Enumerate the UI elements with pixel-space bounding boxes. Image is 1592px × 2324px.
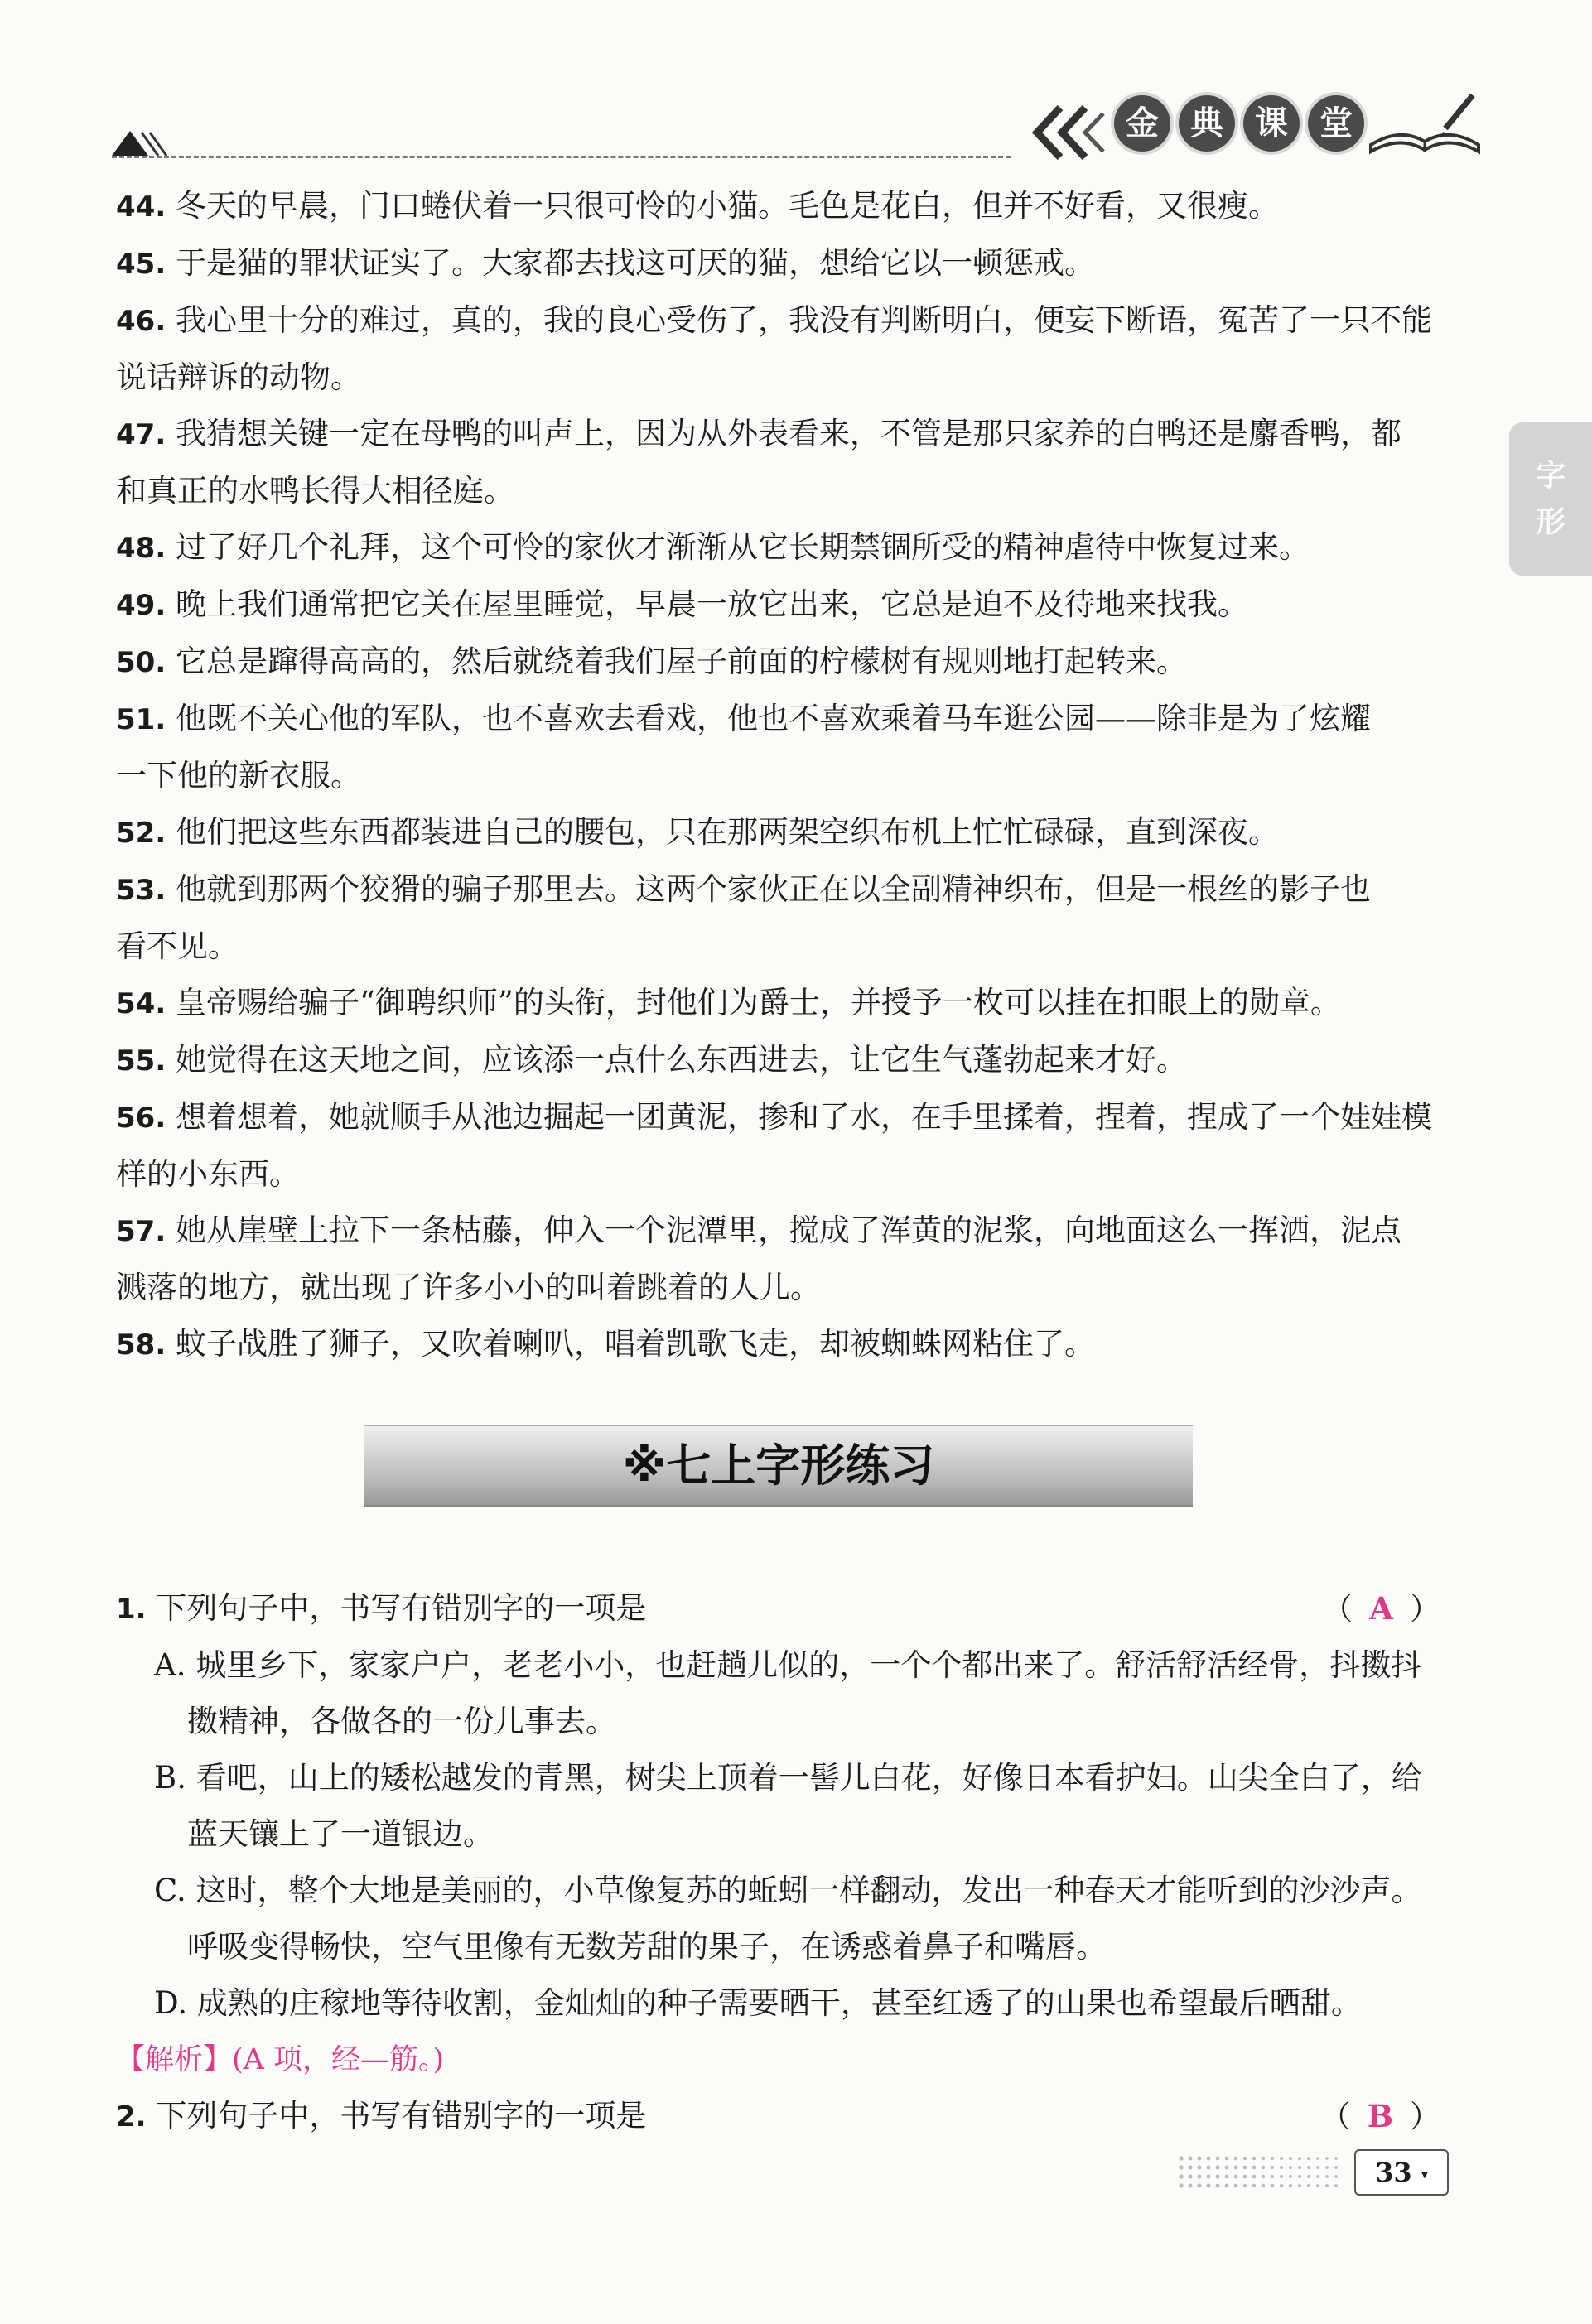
sentence-continuation: 和真正的水鸭长得大相径庭。	[116, 473, 514, 509]
header-divider	[112, 156, 1011, 158]
sentence-item: 58. 蚊子战胜了狮子，又吹着喇叭，唱着凯歌飞走，却被蜘蛛网粘住了。	[116, 1326, 1095, 1362]
sentence-continuation: 样的小东西。	[116, 1156, 300, 1192]
page-number: 33 ▾	[1354, 2149, 1449, 2196]
sentence-item: 48. 过了好几个礼拜，这个可怜的家伙才渐渐从它长期禁锢所受的精神虐待中恢复过来。	[116, 529, 1310, 565]
option-a-continuation: 擞精神，各做各的一份儿事去。	[187, 1704, 616, 1739]
section-banner-title: ※七上字形练习	[364, 1425, 1193, 1507]
option-a: A. 城里乡下，家家户户，老老小小，也赶趟儿似的，一个个都出来了。舒活舒活经骨，抖擞抖	[154, 1647, 1422, 1683]
brand-char: 典	[1179, 95, 1235, 152]
sentence-list	[116, 178, 1441, 1373]
question-list	[116, 1580, 1445, 2145]
sentence-continuation: 说话辩诉的动物。	[116, 359, 361, 395]
sentence-item: 49. 晚上我们通常把它关在屋里睡觉，早晨一放它出来，它总是迫不及待地来找我。	[116, 586, 1248, 622]
sentence-item: 51. 他既不关心他的军队，也不喜欢去看戏，他也不喜欢乘着马车逛公园——除非是为了炫耀	[116, 701, 1371, 736]
side-tab-char: 形	[1535, 504, 1565, 539]
sentence-item: 53. 他就到那两个狡猾的骗子那里去。这两个家伙正在以全副精神织布，但是一根丝的影子也	[116, 871, 1371, 907]
sentence-item: 47. 我猜想关键一定在母鸭的叫声上，因为从外表看来，不管是那只家养的白鸭还是麝香鸭，都	[116, 416, 1401, 451]
sentence-item: 54. 皇帝赐给骗子“御聘织师”的头衔，封他们为爵士，并授予一枚可以挂在扣眼上的勋章。	[116, 985, 1341, 1020]
answer-bracket: （ A ）	[1322, 1590, 1445, 1627]
sentence-item: 56. 想着想着，她就顺手从池边掘起一团黄泥，掺和了水，在手里揉着，捏着，捏成了一个娃娃模	[116, 1099, 1432, 1135]
sentence-item: 44. 冬天的早晨，门口蜷伏着一只很可怜的小猫。毛色是花白，但并不好看，又很瘦。	[116, 188, 1279, 224]
option-b-continuation: 蓝天镶上了一道银边。	[187, 1816, 494, 1852]
sentence-item: 52. 他们把这些东西都装进自己的腰包，只在那两架空织布机上忙忙碌碌，直到深夜。	[116, 814, 1279, 850]
option-b: B. 看吧，山上的矮松越发的青黑，树尖上顶着一髻儿白花，好像日本看护妇。山尖全白了，给	[154, 1760, 1422, 1796]
sentence-item: 55. 她觉得在这天地之间，应该添一点什么东西进去，让它生气蓬勃起来才好。	[116, 1042, 1187, 1078]
sentence-item: 45. 于是猫的罪状证实了。大家都去找这可厌的猫，想给它以一顿惩戒。	[116, 245, 1095, 281]
sentence-item: 46. 我心里十分的难过，真的，我的良心受伤了，我没有判断明白，便妄下断语，冤苦了一只不能	[116, 302, 1432, 338]
double-chevron-left-icon	[1027, 104, 1106, 162]
option-c: C. 这时，整个大地是美丽的，小草像复苏的蚯蚓一样翻动，发出一种春天才能听到的沙沙声。	[154, 1873, 1422, 1908]
side-tab-glyph-form	[1509, 422, 1592, 576]
answer-bracket: （ B ）	[1319, 2098, 1445, 2134]
sentence-continuation: 看不见。	[116, 928, 239, 964]
open-book-pen-icon	[1367, 87, 1483, 162]
sentence-item: 57. 她从崖壁上拉下一条枯藤，伸入一个泥潭里，搅成了浑黄的泥浆，向地面这么一挥洒，泥点	[116, 1213, 1401, 1248]
question-stem: 1. 下列句子中，书写有错别字的一项是 （ A ）	[116, 1580, 1445, 1637]
question-stem: 2. 下列句子中，书写有错别字的一项是 （ B ）	[116, 2088, 1445, 2145]
sentence-item: 50. 它总是蹿得高高的，然后就绕着我们屋子前面的柠檬树有规则地打起转来。	[116, 644, 1187, 679]
sentence-continuation: 溅落的地方，就出现了许多小小的叫着跳着的人儿。	[116, 1270, 821, 1305]
header-triangles-icon	[112, 124, 170, 157]
answer-value: A	[1369, 1590, 1398, 1627]
brand-char: 堂	[1308, 95, 1364, 152]
brand-char: 课	[1243, 95, 1300, 152]
analysis-note: 【解析】(A 项，经—筋。)	[116, 2043, 445, 2076]
side-tab-char: 字	[1535, 458, 1565, 493]
sentence-continuation: 一下他的新衣服。	[116, 758, 361, 793]
answer-value: B	[1367, 2098, 1398, 2134]
decorative-dots-icon	[1176, 2153, 1342, 2190]
option-d: D. 成熟的庄稼地等待收割，金灿灿的种子需要晒干，甚至红透了的山果也希望最后晒甜。	[154, 1985, 1362, 2021]
option-c-continuation: 呼吸变得畅快，空气里像有无数芳甜的果子，在诱惑着鼻子和嘴唇。	[187, 1929, 1107, 1965]
header-brand-title	[1114, 95, 1364, 152]
brand-char: 金	[1114, 95, 1170, 152]
